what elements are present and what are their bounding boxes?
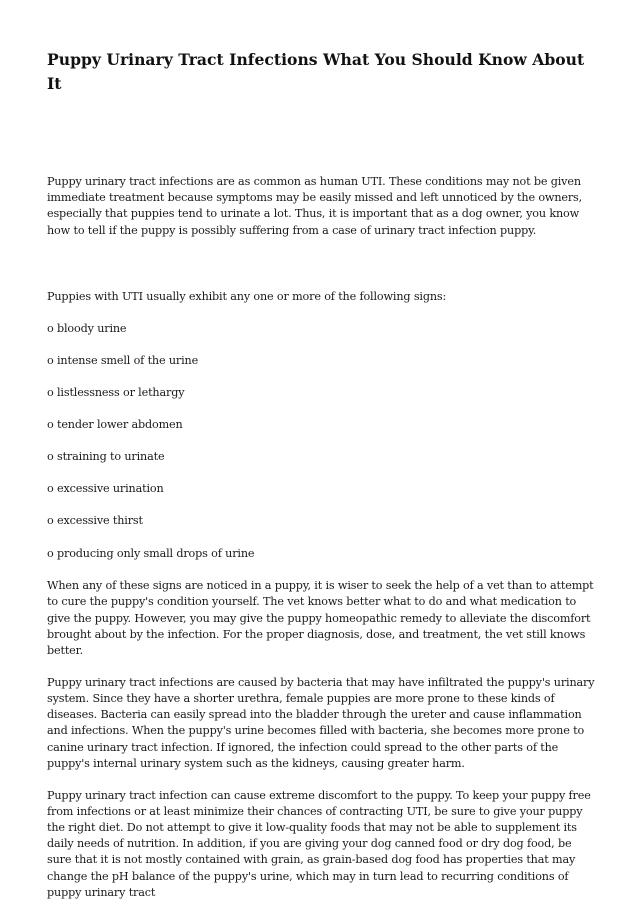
list-item: o listlessness or lethargy [47,386,185,400]
list-item: o intense smell of the urine [47,354,199,367]
document-page [47,48,595,901]
page-title: Puppy Urinary Tract Infections What You Should Know About It [47,50,585,93]
list-item: o excessive urination [47,482,164,496]
intro-paragraph: Puppy urinary tract infections are as common as human UTI. These conditions may not be given immediate treatment because symptoms may be easily missed and left unnoticed by the owners, especially that puppies tend to urinate a lot. Thus, it is important that as a dog owner, you know how to tell if the puppy is possibly suffering from a case of urinary tract infection puppy. [47,175,583,237]
list-item: o bloody urine [47,321,127,335]
signs-intro-paragraph: Puppies with UTI usually exhibit any one or more of the following signs: [47,289,447,303]
list-item: o straining to urinate [47,450,165,464]
list-item: o producing only small drops of urine [47,546,255,560]
body-paragraph: Puppy urinary tract infections are caused by bacteria that may have infiltrated the puppy's urinary system. Since they have a shorter urethra, female puppies are more prone to these kinds of diseases. Bacteria can easily spread into the bladder through the ureter and cause inflammation and infections. When the puppy's urine becomes filled with bacteria, she becomes more prone to canine urinary tract infection. If ignored, the infection could spread to the other parts of the puppy's internal urinary system such as the kidneys, causing greater harm. [47,675,595,770]
body-paragraph: Puppy urinary tract infection can cause extreme discomfort to the puppy. To keep your puppy free from infections or at least minimize their chances of contracting UTI, be sure to give your puppy the right diet. Do not attempt to give it low-quality foods that may not be able to supplement its daily needs of nutrition. In addition, if you are giving your dog canned food or dry dog food, be sure that it is not mostly contained with grain, as grain-based dog food has properties that may change the pH balance of the puppy's urine, which may in turn lead to recurring conditions of puppy urinary tract [47,788,591,899]
list-item: o tender lower abdomen [47,418,183,432]
list-item: o excessive thirst [47,514,143,528]
body-paragraph: When any of these signs are noticed in a puppy, it is wiser to seek the help of a vet than to attempt to cure the puppy's condition yourself. The vet knows better what to do and what medication to give the puppy. However, you may give the puppy homeopathic remedy to alleviate the discomfort brought about by the infection. For the proper diagnosis, dose, and treatment, the vet still knows better. [47,579,594,658]
